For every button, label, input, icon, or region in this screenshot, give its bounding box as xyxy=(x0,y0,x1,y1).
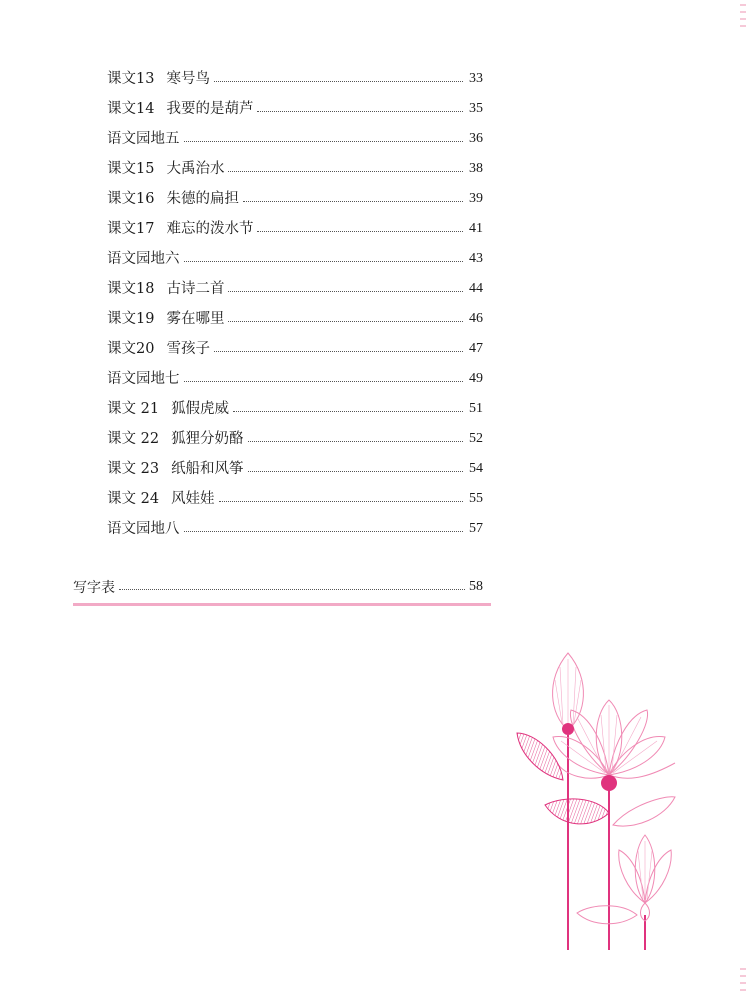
dot-leader xyxy=(257,110,463,112)
toc-entry-title: 语文园地六 xyxy=(107,250,180,267)
lesson-number: 课文19 xyxy=(107,310,155,327)
toc-entry-title: 雪孩子 xyxy=(166,340,210,357)
section-divider xyxy=(73,603,491,606)
toc-entry-title: 语文园地五 xyxy=(107,130,180,147)
toc-page-number: 41 xyxy=(469,221,483,236)
dot-leader xyxy=(257,230,463,232)
toc-page-number: 44 xyxy=(469,281,483,296)
toc-entry[interactable] xyxy=(107,214,483,244)
lesson-number: 课文 24 xyxy=(107,490,160,507)
dot-leader xyxy=(219,500,463,502)
toc-entry-title: 写字表 xyxy=(73,580,115,596)
dot-leader xyxy=(248,470,463,472)
toc-entry[interactable] xyxy=(107,154,483,184)
toc-page-number: 39 xyxy=(469,191,483,206)
toc-page-number: 54 xyxy=(469,461,483,476)
lotus-flower-illustration-icon xyxy=(505,645,695,955)
lesson-number: 课文 21 xyxy=(107,400,160,417)
lesson-number: 课文18 xyxy=(107,280,155,297)
dot-leader xyxy=(243,200,463,202)
toc-entry[interactable] xyxy=(107,274,483,304)
toc-entry-title: 寒号鸟 xyxy=(166,70,210,87)
lesson-number: 课文13 xyxy=(107,70,155,87)
toc-page-number: 46 xyxy=(469,311,483,326)
lesson-number: 课文 23 xyxy=(107,460,160,477)
toc-page-number: 38 xyxy=(469,161,483,176)
toc-entry-title: 古诗二首 xyxy=(166,280,225,297)
dot-leader xyxy=(233,410,463,412)
toc-entry[interactable] xyxy=(107,64,483,94)
toc-entry[interactable] xyxy=(107,514,483,544)
lesson-number: 课文15 xyxy=(107,160,155,177)
lesson-number: 课文14 xyxy=(107,100,155,117)
toc-entry-title: 纸船和风筝 xyxy=(171,460,244,477)
toc-entry-title: 朱德的扁担 xyxy=(166,190,239,207)
toc-entry-appendix[interactable] xyxy=(73,573,483,601)
toc-entry[interactable] xyxy=(107,244,483,274)
toc-entry-title: 语文园地七 xyxy=(107,370,180,387)
dot-leader xyxy=(119,588,465,590)
toc-page-number: 35 xyxy=(469,101,483,116)
toc-entry-title: 难忘的泼水节 xyxy=(166,220,254,237)
lesson-number: 课文20 xyxy=(107,340,155,357)
lesson-number: 课文 22 xyxy=(107,430,160,447)
toc-entry[interactable] xyxy=(107,394,483,424)
dot-leader xyxy=(248,440,463,442)
toc-entry[interactable] xyxy=(107,454,483,484)
toc-entry[interactable] xyxy=(107,124,483,154)
dot-leader xyxy=(184,380,464,382)
toc-entry-title: 狐假虎威 xyxy=(171,400,230,417)
toc-entry[interactable] xyxy=(107,304,483,334)
toc-page-number: 57 xyxy=(469,521,483,536)
toc-entry[interactable] xyxy=(107,484,483,514)
table-of-contents xyxy=(107,64,483,544)
dot-leader xyxy=(228,320,463,322)
toc-entry[interactable] xyxy=(107,334,483,364)
toc-entry[interactable] xyxy=(107,364,483,394)
toc-page-number: 52 xyxy=(469,431,483,446)
page-edge-marks xyxy=(740,968,746,996)
lesson-number: 课文17 xyxy=(107,220,155,237)
toc-page-number: 51 xyxy=(469,401,483,416)
dot-leader xyxy=(214,80,463,82)
dot-leader xyxy=(184,140,464,142)
dot-leader xyxy=(228,290,463,292)
toc-page-number: 58 xyxy=(469,579,483,594)
dot-leader xyxy=(214,350,463,352)
toc-entry-title: 大禹治水 xyxy=(166,160,225,177)
page-edge-marks xyxy=(740,4,746,34)
toc-page-number: 49 xyxy=(469,371,483,386)
toc-page-number: 43 xyxy=(469,251,483,266)
dot-leader xyxy=(184,260,464,262)
toc-entry-title: 狐狸分奶酪 xyxy=(171,430,244,447)
toc-entry-title: 风娃娃 xyxy=(171,490,215,507)
toc-entry-title: 雾在哪里 xyxy=(166,310,225,327)
toc-entry[interactable] xyxy=(107,184,483,214)
toc-page-number: 33 xyxy=(469,71,483,86)
toc-entry-title: 我要的是葫芦 xyxy=(166,100,254,117)
toc-page-number: 36 xyxy=(469,131,483,146)
lesson-number: 课文16 xyxy=(107,190,155,207)
toc-entry[interactable] xyxy=(107,424,483,454)
toc-entry[interactable] xyxy=(107,94,483,124)
toc-entry-title: 语文园地八 xyxy=(107,520,180,537)
dot-leader xyxy=(228,170,463,172)
dot-leader xyxy=(184,530,464,532)
toc-page-number: 55 xyxy=(469,491,483,506)
toc-page-number: 47 xyxy=(469,341,483,356)
